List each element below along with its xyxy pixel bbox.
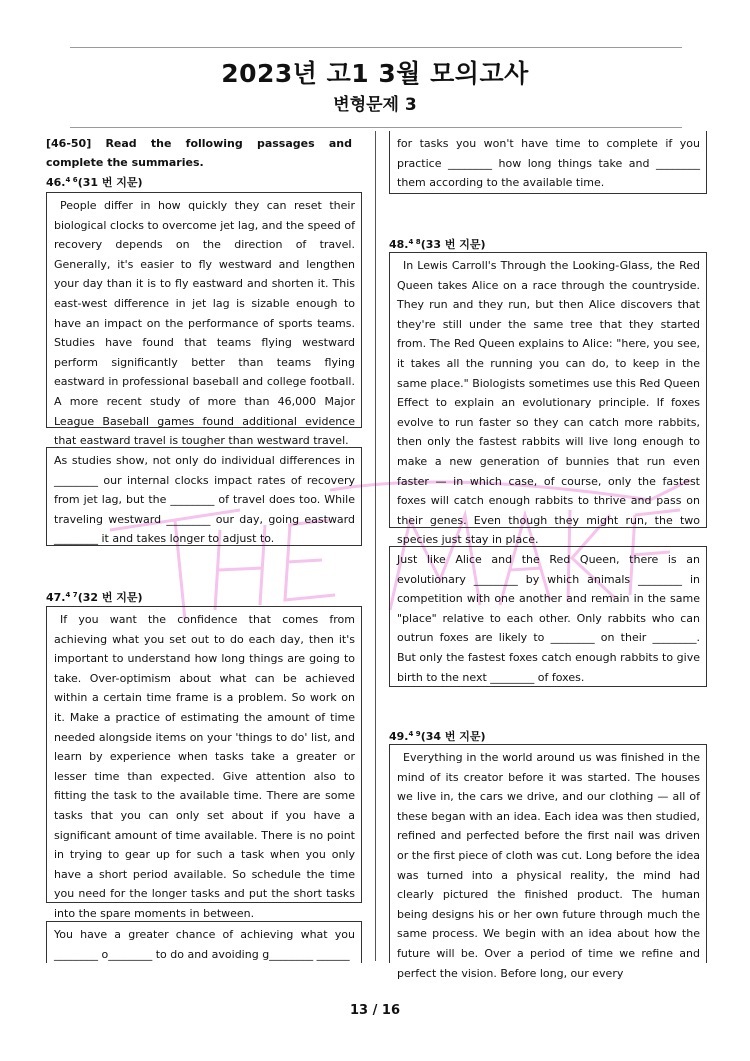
- q48-summary-box: [389, 546, 707, 687]
- q48-label: [389, 236, 486, 252]
- q46-number: 46.: [46, 176, 66, 189]
- q48-passage-box: [389, 252, 707, 547]
- page-number: [0, 1003, 750, 1018]
- column-divider: [375, 131, 376, 961]
- q46-summary-box: [46, 447, 362, 546]
- section-instructions: [46-50] Read the following passages and complete the summaries.: [46, 137, 352, 169]
- q47-tag: (32 번 지문): [77, 591, 143, 604]
- q49-tag: (34 번 지문): [420, 730, 486, 743]
- q47-sup: 4 7: [65, 591, 78, 599]
- q49-number: 49.: [389, 730, 409, 743]
- q48-sup: 4 8: [408, 238, 421, 246]
- page-separator: /: [372, 1003, 378, 1018]
- q46-label: [46, 174, 143, 190]
- q46-summary: As studies show, not only do individual differences in ________ our internal clocks impact rates of recovery from jet lag, but the ________ of travel does too. While traveling westward ________ our day, going eastward ________ it and takes longer to adjust to.: [54, 454, 355, 546]
- q47-label: [46, 589, 143, 605]
- page-subtitle: 변형문제 3: [333, 95, 417, 115]
- q47-summary-part1: You have a greater chance of achieving what you ________ o________ to do and avoiding g________ ______: [54, 928, 355, 961]
- page-title: 2023년 고1 3월 모의고사: [221, 59, 529, 88]
- q48-number: 48.: [389, 238, 409, 251]
- top-rule: [70, 47, 682, 48]
- q49-passage-box: [389, 744, 707, 980]
- q48-summary: Just like Alice and the Red Queen, there is an evolutionary ________ by which animals ________ in competition with one another and remain in the same "place" relative to each other. Only rabbits who can outrun foxes are likely to ________ on their ________. But only the fastest foxes catch enough rabbits to give birth to the next ________ of foxes.: [397, 553, 700, 684]
- q47-summary-part2: for tasks you won't have time to complete if you practice ________ how long things take and ________ them according to the available time.: [397, 137, 700, 190]
- q48-passage: In Lewis Carroll's Through the Looking-Glass, the Red Queen takes Alice on a race through the countryside. They run and they run, but then Alice discovers that they're still under the same tree that they started from. The Red Queen explains to Alice: "here, you see, it takes all the running you can do, to keep in the same place." Biologists sometimes use this Red Queen Effect to explain an evolutionary principle. If foxes evolve to run faster so they can catch more rabbits, then only the fastest rabbits will live long enough to make a new generation of bunnies that run even faster — in which case, of course, only the fastest foxes will catch enough rabbits to thrive and pass on their genes. Even though they might run, the two species just stay in place.: [397, 259, 700, 547]
- header-rule: [70, 127, 682, 128]
- q47-passage: If you want the confidence that comes from achieving what you set out to do each day, then it's important to understand how long things are going to take. Over-optimism about what can be achieved within a certain time frame is a problem. So work on it. Make a practice of estimating the amount of time needed alongside items on your 'things to do' list, and learn by experience when tasks take a greater or lesser time than expected. Give attention also to fitting the task to the available time. There are some tasks that you can only set about if you have a significant amount of time available. There is no point in trying to gear up for such a task when you only have a short period available. So schedule the time you need for the longer tasks and put the short tasks into the spare moments in between.: [54, 613, 355, 920]
- q49-sup: 4 9: [408, 730, 421, 738]
- q48-tag: (33 번 지문): [420, 238, 486, 251]
- q49-passage: Everything in the world around us was finished in the mind of its creator before it was started. The houses we live in, the cars we drive, and our clothing — all of these began with an idea. Each idea was then studied, refined and perfected before the first nail was driven or the first piece of cloth was cut. Long before the idea was turned into a physical reality, the mind had clearly pictured the finished product. The human being designs his or her own future through much the same process. We begin with an idea about how the future will be. Over a period of time we refine and perfect the vision. Before long, our every: [397, 751, 700, 980]
- q46-tag: (31 번 지문): [77, 176, 143, 189]
- q46-sup: 4 6: [65, 176, 78, 184]
- q47-number: 47.: [46, 591, 66, 604]
- page-current: 13: [350, 1003, 369, 1018]
- q46-passage-box: [46, 192, 362, 448]
- page-total: 16: [381, 1003, 400, 1018]
- q47-passage-box: [46, 606, 362, 920]
- q47-summary-box-part1: [46, 921, 362, 963]
- q46-passage: People differ in how quickly they can reset their biological clocks to overcome jet lag, and the speed of recovery depends on the direction of travel. Generally, it's easier to fly westward and lengthen your day than it is to fly eastward and shorten it. This east-west difference in jet lag is sizable enough to have an impact on the performance of sports teams. Studies have found that teams flying westward perform significantly better than teams flying eastward in professional baseball and college football. A more recent study of more than 46,000 Major League Baseball games found additional evidence that eastward travel is tougher than westward travel.: [54, 199, 355, 448]
- q49-label: [389, 728, 486, 744]
- q47-summary-box-part2: [389, 131, 707, 194]
